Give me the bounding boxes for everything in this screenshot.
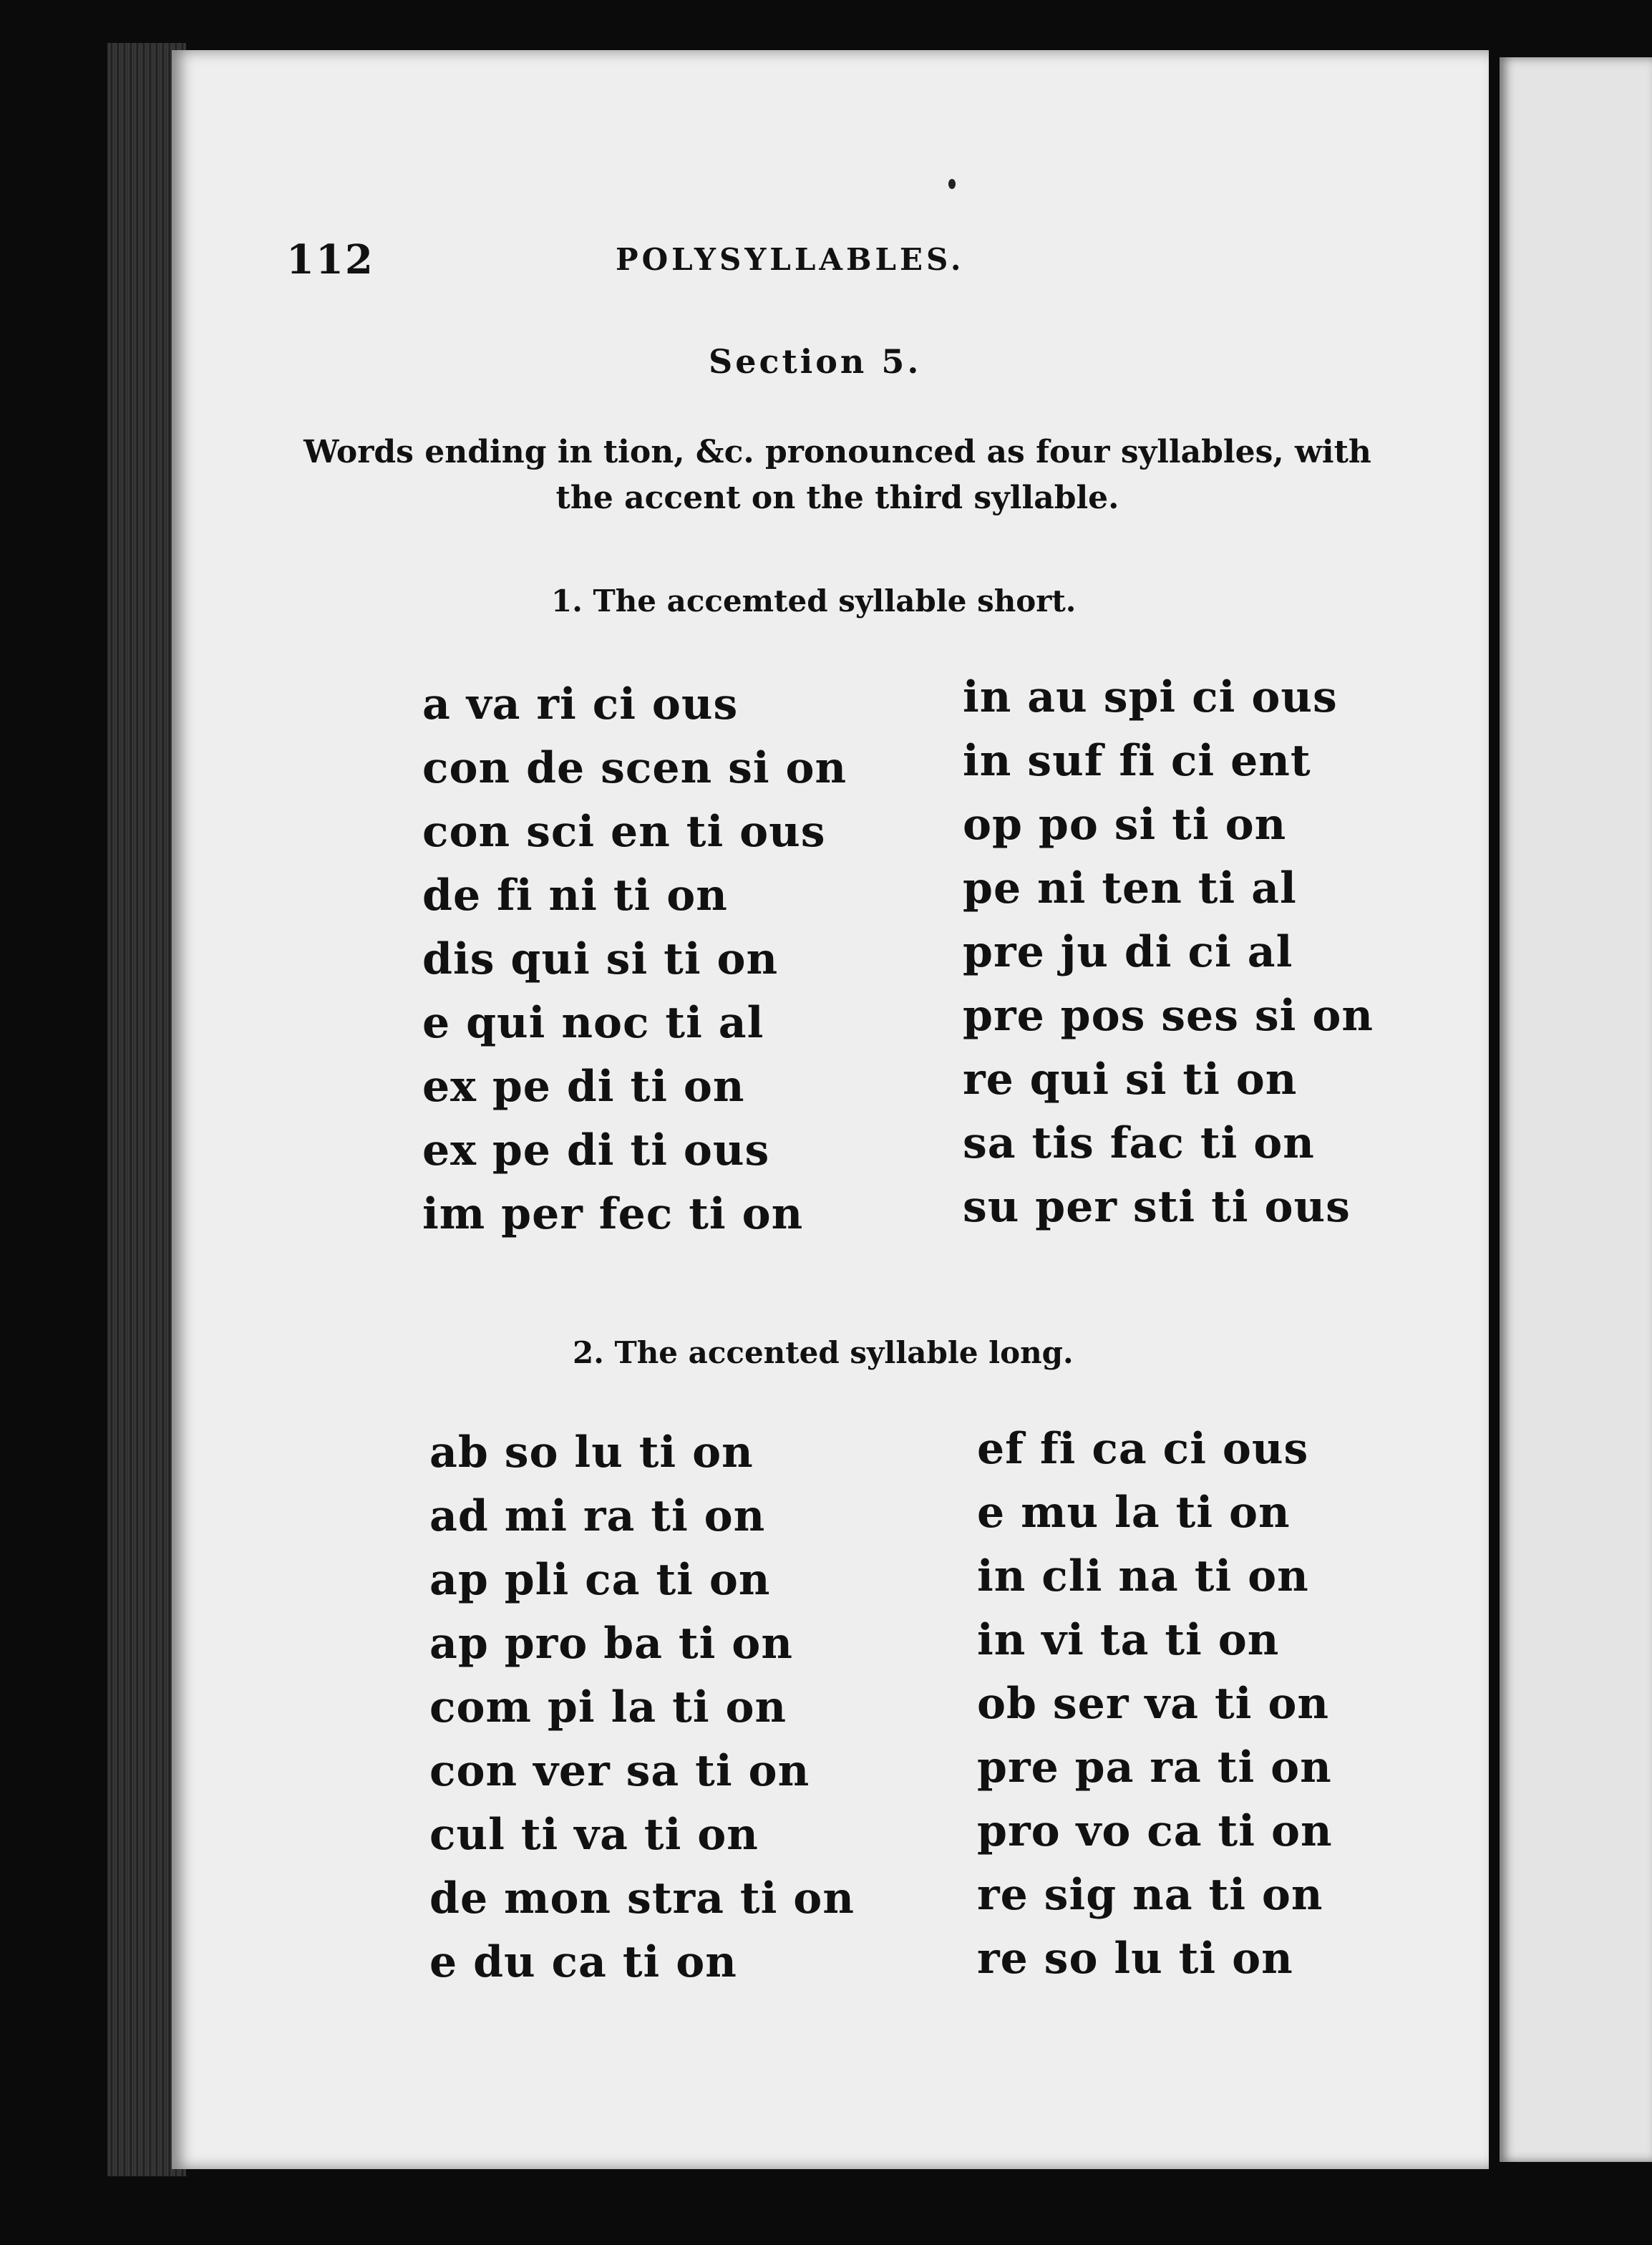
page-header: [286, 236, 1074, 283]
word-entry: ap pli ca ti on: [429, 1555, 771, 1605]
intro-line-1: Words ending in tion, &c. pronounced as four syllables, with: [303, 434, 1371, 470]
part2-right-column: [977, 1417, 1333, 1991]
word-entry: sa tis fac ti on: [963, 1118, 1315, 1168]
page-number: 112: [286, 236, 374, 283]
ink-speck: [948, 179, 956, 189]
word-entry: dis qui si ti on: [422, 934, 779, 984]
part1-left-column: [422, 673, 847, 1246]
word-entry: ex pe di ti ous: [422, 1125, 770, 1175]
word-entry: ap pro ba ti on: [429, 1619, 793, 1669]
part1-right-column: [963, 666, 1374, 1239]
word-entry: re so lu ti on: [977, 1934, 1293, 1984]
word-entry: re qui si ti on: [963, 1054, 1298, 1105]
word-entry: con de scen si on: [422, 743, 847, 793]
word-entry: de mon stra ti on: [429, 1873, 855, 1924]
word-entry: con sci en ti ous: [422, 807, 826, 857]
word-entry: pre ju di ci al: [963, 927, 1293, 977]
word-entry: ab so lu ti on: [429, 1427, 754, 1478]
word-entry: e du ca ti on: [429, 1937, 737, 1987]
word-entry: pre pa ra ti on: [977, 1742, 1332, 1793]
word-entry: in cli na ti on: [977, 1551, 1309, 1601]
section-intro: [279, 430, 1396, 521]
word-entry: cul ti va ti on: [429, 1810, 759, 1860]
word-entry: e qui noc ti al: [422, 998, 764, 1048]
part1-heading: 1. The accemted syllable short.: [551, 583, 1077, 619]
word-entry: su per sti ti ous: [963, 1182, 1351, 1232]
word-entry: a va ri ci ous: [422, 679, 739, 729]
word-entry: e mu la ti on: [977, 1488, 1291, 1538]
word-entry: in au spi ci ous: [963, 672, 1338, 722]
word-entry: pre pos ses si on: [963, 991, 1374, 1041]
facing-page-edge: [1500, 57, 1652, 2162]
word-entry: im per fec ti on: [422, 1189, 804, 1239]
word-entry: re sig na ti on: [977, 1870, 1323, 1920]
word-entry: pe ni ten ti al: [963, 863, 1297, 913]
word-entry: com pi la ti on: [429, 1682, 787, 1732]
running-head: POLYSYLLABLES.: [616, 242, 965, 277]
word-entry: con ver sa ti on: [429, 1746, 810, 1796]
word-entry: pro vo ca ti on: [977, 1806, 1333, 1856]
word-entry: in suf fi ci ent: [963, 736, 1311, 786]
word-entry: op po si ti on: [963, 800, 1287, 850]
part2-left-column: [429, 1421, 855, 1994]
intro-line-2: the accent on the third syllable.: [555, 480, 1119, 516]
word-entry: ex pe di ti on: [422, 1062, 745, 1112]
word-entry: ob ser va ti on: [977, 1679, 1329, 1729]
part2-heading: 2. The accented syllable long.: [573, 1335, 1074, 1370]
word-entry: ef fi ca ci ous: [977, 1424, 1309, 1474]
word-entry: in vi ta ti on: [977, 1615, 1280, 1665]
word-entry: ad mi ra ti on: [429, 1491, 766, 1541]
word-entry: de fi ni ti on: [422, 871, 728, 921]
section-title: Section 5.: [709, 342, 922, 381]
